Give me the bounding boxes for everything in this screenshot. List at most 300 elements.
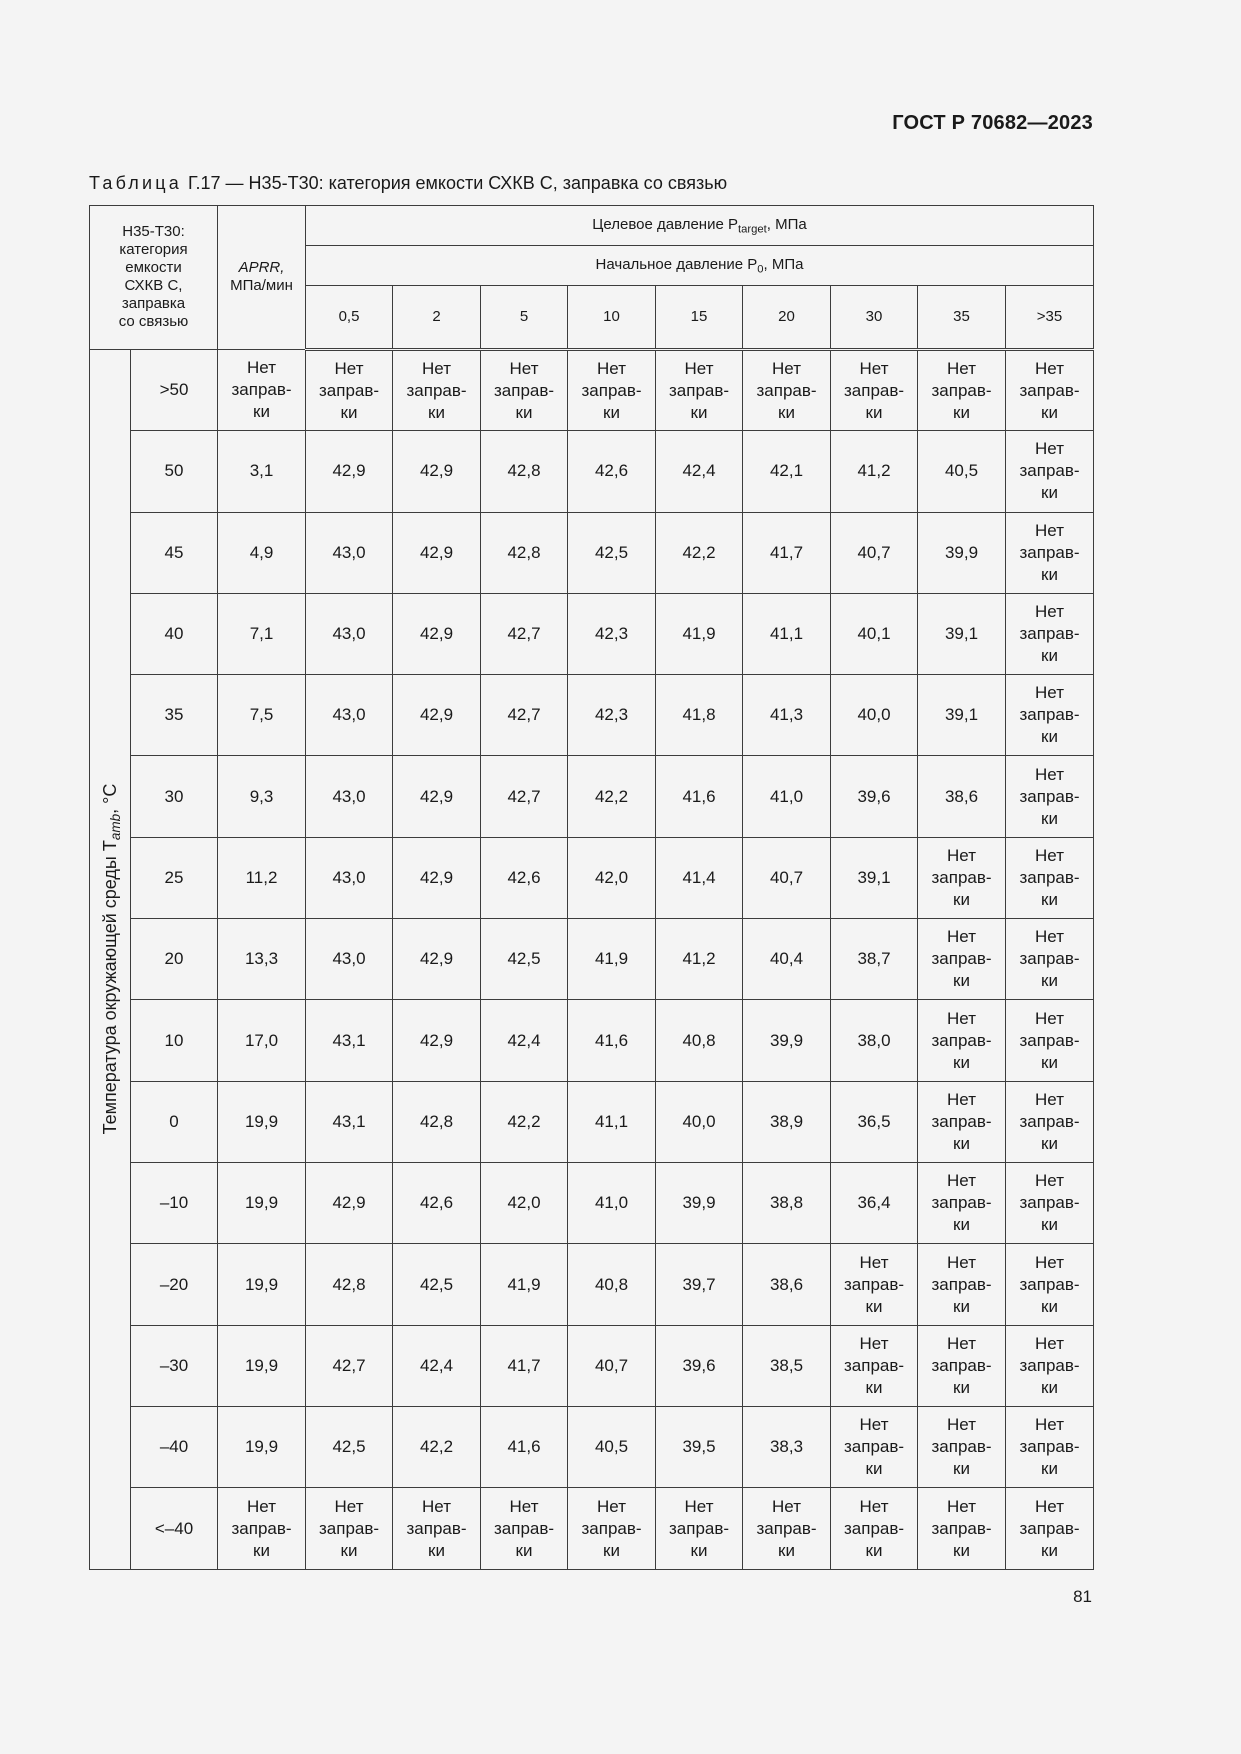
pressure-value-cell bbox=[1006, 1407, 1094, 1488]
pressure-value-cell: 42,4 bbox=[656, 431, 743, 512]
pressure-value-cell: 42,0 bbox=[481, 1163, 568, 1244]
no-refuel-text: ки bbox=[953, 1540, 970, 1560]
pressure-value-cell: 41,2 bbox=[656, 919, 743, 1000]
pressure-value-cell: 39,9 bbox=[918, 512, 1006, 593]
pressure-column-header: 5 bbox=[481, 285, 568, 349]
no-refuel-text: заправ- bbox=[1019, 867, 1080, 887]
no-refuel-text: Нет bbox=[1035, 1333, 1064, 1353]
no-refuel-text: заправ- bbox=[318, 380, 380, 400]
aprr-cell: 9,3 bbox=[218, 756, 306, 837]
pressure-value-cell bbox=[918, 1325, 1006, 1406]
table-row bbox=[90, 1163, 1094, 1244]
no-refuel-text: Нет bbox=[947, 1008, 976, 1028]
no-refuel-text: Нет bbox=[947, 1252, 976, 1272]
corner-header-line: категория bbox=[119, 241, 188, 259]
aprr-cell: 17,0 bbox=[218, 1000, 306, 1081]
no-refuel-text: Нет bbox=[1035, 1252, 1064, 1272]
no-refuel-text: Нет bbox=[509, 1496, 539, 1516]
no-refuel-text: заправ- bbox=[931, 1111, 992, 1131]
pressure-value-cell: 41,6 bbox=[568, 1000, 656, 1081]
pressure-value-cell bbox=[831, 349, 918, 430]
no-refuel-text: Нет bbox=[1035, 1008, 1064, 1028]
pressure-value-cell: 43,0 bbox=[306, 837, 393, 918]
no-refuel-text: Нет bbox=[859, 1333, 889, 1353]
pressure-value-cell: 42,9 bbox=[393, 431, 481, 512]
table-row bbox=[90, 1244, 1094, 1325]
pressure-value-cell: 38,6 bbox=[918, 756, 1006, 837]
no-refuel-text: заправ- bbox=[231, 380, 292, 399]
no-refuel-text: Нет bbox=[422, 358, 451, 378]
pressure-value-cell bbox=[568, 1488, 656, 1570]
pressure-value-cell: 42,9 bbox=[393, 837, 481, 918]
pressure-value-cell: 41,1 bbox=[568, 1081, 656, 1162]
pressure-value-cell: 40,8 bbox=[656, 1000, 743, 1081]
no-refuel-text: Нет bbox=[772, 358, 801, 378]
pressure-value-cell: 40,7 bbox=[568, 1325, 656, 1406]
pressure-value-cell bbox=[918, 1000, 1006, 1081]
target-pressure-suffix: , МПа bbox=[766, 216, 807, 234]
no-refuel-text: Нет bbox=[684, 358, 714, 378]
no-refuel-text: Нет bbox=[947, 1089, 976, 1109]
no-refuel-text: Нет bbox=[947, 927, 976, 947]
no-refuel-text: ки bbox=[1041, 564, 1058, 584]
corner-header-line: H35-T30: bbox=[122, 223, 185, 241]
table-row bbox=[90, 756, 1094, 837]
no-refuel-text: Нет bbox=[509, 358, 539, 378]
no-refuel-text: ки bbox=[953, 889, 970, 909]
pressure-value-cell bbox=[918, 1163, 1006, 1244]
no-refuel-text: заправ- bbox=[843, 1274, 905, 1294]
pressure-value-cell: 42,5 bbox=[393, 1244, 481, 1325]
no-refuel-text: Нет bbox=[422, 1496, 451, 1516]
pressure-value-cell: 39,6 bbox=[831, 756, 918, 837]
table-row bbox=[90, 431, 1094, 512]
pressure-value-cell: 43,0 bbox=[306, 675, 393, 756]
no-refuel-text: Нет bbox=[859, 1496, 889, 1516]
pressure-value-cell bbox=[1006, 1000, 1094, 1081]
pressure-value-cell: 43,0 bbox=[306, 756, 393, 837]
initial-pressure-header bbox=[306, 245, 1094, 285]
no-refuel-text: заправ- bbox=[1019, 705, 1080, 725]
pressure-value-cell: 39,9 bbox=[656, 1163, 743, 1244]
pressure-value-cell bbox=[918, 1407, 1006, 1488]
pressure-value-cell: 42,6 bbox=[568, 431, 656, 512]
no-refuel-text: ки bbox=[1041, 889, 1058, 909]
no-refuel-text: ки bbox=[865, 1459, 883, 1479]
no-refuel-text: ки bbox=[778, 1540, 795, 1560]
pressure-value-cell: 42,7 bbox=[481, 675, 568, 756]
pressure-value-cell bbox=[831, 1325, 918, 1406]
pressure-value-cell bbox=[918, 1244, 1006, 1325]
pressure-value-cell: 39,1 bbox=[918, 593, 1006, 674]
no-refuel-text: заправ- bbox=[1019, 786, 1080, 806]
pressure-value-cell: 42,3 bbox=[568, 675, 656, 756]
no-refuel-text: заправ- bbox=[1019, 1193, 1080, 1213]
no-refuel-text: ки bbox=[340, 1540, 358, 1560]
no-refuel-text: заправ- bbox=[581, 380, 642, 400]
no-refuel-text: заправ- bbox=[1019, 1030, 1080, 1050]
pressure-value-cell bbox=[918, 1488, 1006, 1570]
no-refuel-text: ки bbox=[603, 1540, 620, 1560]
temperature-cell: 50 bbox=[131, 431, 218, 512]
no-refuel-text: Нет bbox=[947, 358, 976, 378]
corner-header-line: со связью bbox=[118, 313, 189, 331]
pressure-column-header: 15 bbox=[656, 285, 743, 349]
no-refuel-text: ки bbox=[1041, 971, 1058, 991]
temperature-cell: 0 bbox=[131, 1081, 218, 1162]
pressure-value-cell: 43,0 bbox=[306, 512, 393, 593]
table-caption-text: Г.17 — H35-T30: категория емкости СХКВ С, заправка со связью bbox=[187, 173, 728, 193]
no-refuel-text: Нет bbox=[947, 1333, 976, 1353]
no-refuel-text: заправ- bbox=[406, 380, 467, 400]
no-refuel-text: ки bbox=[690, 1540, 708, 1560]
table-caption bbox=[89, 173, 727, 194]
pressure-value-cell: 42,4 bbox=[481, 1000, 568, 1081]
pressure-value-cell: 42,7 bbox=[481, 756, 568, 837]
no-refuel-text: Нет bbox=[1035, 683, 1064, 703]
no-refuel-text: Нет bbox=[334, 358, 364, 378]
pressure-value-cell: 42,8 bbox=[481, 512, 568, 593]
pressure-value-cell: 42,9 bbox=[393, 919, 481, 1000]
no-refuel-text: ки bbox=[1041, 727, 1058, 747]
temperature-cell: –40 bbox=[131, 1407, 218, 1488]
pressure-value-cell: 41,7 bbox=[743, 512, 831, 593]
target-pressure-prefix: Целевое давление P bbox=[592, 216, 738, 234]
corner-header-line: СХКВ С, bbox=[124, 277, 183, 295]
no-refuel-text: ки bbox=[953, 971, 970, 991]
temperature-cell: 40 bbox=[131, 593, 218, 674]
no-refuel-text: ки bbox=[1041, 402, 1058, 422]
no-refuel-text: Нет bbox=[859, 1415, 889, 1435]
pressure-column-header: 10 bbox=[568, 285, 656, 349]
pressure-value-cell: 42,7 bbox=[306, 1325, 393, 1406]
pressure-value-cell bbox=[656, 349, 743, 430]
pressure-value-cell: 43,1 bbox=[306, 1000, 393, 1081]
no-refuel-text: Нет bbox=[1035, 845, 1064, 865]
no-refuel-text: Нет bbox=[1035, 1089, 1064, 1109]
pressure-value-cell: 41,9 bbox=[568, 919, 656, 1000]
aprr-cell: 19,9 bbox=[218, 1163, 306, 1244]
pressure-column-header: 2 bbox=[393, 285, 481, 349]
pressure-value-cell bbox=[831, 1244, 918, 1325]
pressure-value-cell bbox=[1006, 349, 1094, 430]
pressure-value-cell: 41,0 bbox=[743, 756, 831, 837]
pressure-value-cell: 42,2 bbox=[568, 756, 656, 837]
pressure-value-cell: 38,9 bbox=[743, 1081, 831, 1162]
no-refuel-text: Нет bbox=[334, 1496, 364, 1516]
pressure-column-header: 20 bbox=[743, 285, 831, 349]
pressure-value-cell: 42,8 bbox=[306, 1244, 393, 1325]
no-refuel-text: заправ- bbox=[1019, 461, 1080, 481]
no-refuel-text: заправ- bbox=[931, 949, 992, 969]
no-refuel-text: Нет bbox=[684, 1496, 714, 1516]
pressure-value-cell bbox=[1006, 1163, 1094, 1244]
no-refuel-text: ки bbox=[253, 1540, 270, 1560]
pressure-value-cell: 40,1 bbox=[831, 593, 918, 674]
aprr-header-cell bbox=[218, 206, 306, 350]
pressure-value-cell: 42,7 bbox=[481, 593, 568, 674]
no-refuel-text: ки bbox=[1041, 1459, 1058, 1479]
pressure-value-cell bbox=[1006, 431, 1094, 512]
pressure-value-cell: 42,9 bbox=[393, 512, 481, 593]
no-refuel-text: ки bbox=[865, 1296, 883, 1316]
corner-header-line: заправка bbox=[121, 295, 186, 313]
pressure-value-cell: 42,5 bbox=[306, 1407, 393, 1488]
table-row bbox=[90, 512, 1094, 593]
no-refuel-text: заправ- bbox=[1019, 380, 1080, 400]
temperature-cell: 45 bbox=[131, 512, 218, 593]
aprr-cell: 11,2 bbox=[218, 837, 306, 918]
pressure-value-cell: 38,8 bbox=[743, 1163, 831, 1244]
no-refuel-text: заправ- bbox=[1019, 542, 1080, 562]
pressure-value-cell: 38,5 bbox=[743, 1325, 831, 1406]
pressure-value-cell bbox=[393, 1488, 481, 1570]
pressure-value-cell: 41,2 bbox=[831, 431, 918, 512]
temperature-cell: 10 bbox=[131, 1000, 218, 1081]
pressure-value-cell: 42,9 bbox=[393, 756, 481, 837]
pressure-value-cell bbox=[918, 349, 1006, 430]
pressure-value-cell: 40,7 bbox=[831, 512, 918, 593]
table-row bbox=[90, 349, 1094, 430]
no-refuel-text: заправ- bbox=[1019, 623, 1080, 643]
no-refuel-text: заправ- bbox=[931, 1030, 992, 1050]
no-refuel-text: заправ- bbox=[406, 1518, 467, 1538]
pressure-value-cell bbox=[1006, 675, 1094, 756]
temperature-cell: 20 bbox=[131, 919, 218, 1000]
pressure-column-header: 0,5 bbox=[306, 285, 393, 349]
table-row bbox=[90, 1000, 1094, 1081]
table-caption-word: Таблица bbox=[89, 173, 182, 193]
no-refuel-text: заправ- bbox=[493, 380, 555, 400]
aprr-cell: 7,5 bbox=[218, 675, 306, 756]
no-refuel-text: ки bbox=[253, 402, 270, 421]
no-refuel-text: ки bbox=[1041, 1377, 1058, 1397]
pressure-value-cell: 41,9 bbox=[656, 593, 743, 674]
table-row bbox=[90, 1488, 1094, 1570]
pressure-value-cell bbox=[831, 1488, 918, 1570]
document-code: ГОСТ Р 70682—2023 bbox=[892, 112, 1093, 134]
pressure-value-cell bbox=[918, 837, 1006, 918]
pressure-value-cell bbox=[1006, 512, 1094, 593]
pressure-value-cell bbox=[743, 349, 831, 430]
pressure-value-cell bbox=[1006, 756, 1094, 837]
no-refuel-text: ки bbox=[1041, 483, 1058, 503]
no-refuel-text: Нет bbox=[947, 1415, 976, 1435]
aprr-cell: 7,1 bbox=[218, 593, 306, 674]
table-row bbox=[90, 837, 1094, 918]
pressure-value-cell bbox=[1006, 1488, 1094, 1570]
pressure-value-cell bbox=[306, 1488, 393, 1570]
pressure-value-cell: 41,4 bbox=[656, 837, 743, 918]
table-row bbox=[90, 593, 1094, 674]
no-refuel-text: ки bbox=[953, 1459, 970, 1479]
pressure-value-cell: 38,6 bbox=[743, 1244, 831, 1325]
no-refuel-text: Нет bbox=[1035, 1415, 1064, 1435]
no-refuel-text: заправ- bbox=[931, 1437, 992, 1457]
pressure-value-cell: 43,1 bbox=[306, 1081, 393, 1162]
no-refuel-text: Нет bbox=[859, 1252, 889, 1272]
pressure-value-cell: 41,0 bbox=[568, 1163, 656, 1244]
no-refuel-text: ки bbox=[953, 1052, 970, 1072]
no-refuel-text: Нет bbox=[1035, 927, 1064, 947]
no-refuel-text: ки bbox=[953, 1377, 970, 1397]
pressure-value-cell bbox=[1006, 919, 1094, 1000]
ambient-temperature-sub: amb bbox=[108, 814, 124, 841]
no-refuel-text: Нет bbox=[1035, 520, 1064, 540]
aprr-cell: 3,1 bbox=[218, 431, 306, 512]
temperature-cell: 35 bbox=[131, 675, 218, 756]
pressure-value-cell bbox=[743, 1488, 831, 1570]
pressure-value-cell: 39,5 bbox=[656, 1407, 743, 1488]
pressure-value-cell: 42,9 bbox=[393, 675, 481, 756]
pressure-value-cell bbox=[831, 1407, 918, 1488]
pressure-value-cell bbox=[1006, 837, 1094, 918]
pressure-value-cell bbox=[1006, 1325, 1094, 1406]
pressure-value-cell: 41,7 bbox=[481, 1325, 568, 1406]
no-refuel-text: Нет bbox=[1035, 358, 1064, 378]
pressure-value-cell: 42,0 bbox=[568, 837, 656, 918]
no-refuel-text: заправ- bbox=[1019, 1274, 1080, 1294]
no-refuel-text: заправ- bbox=[931, 1518, 992, 1538]
pressure-value-cell: 40,7 bbox=[743, 837, 831, 918]
no-refuel-text: заправ- bbox=[843, 1518, 905, 1538]
no-refuel-text: заправ- bbox=[1019, 1355, 1080, 1375]
pressure-column-header: 30 bbox=[831, 285, 918, 349]
no-refuel-text: ки bbox=[1041, 1052, 1058, 1072]
no-refuel-text: ки bbox=[1041, 1133, 1058, 1153]
temperature-cell: <–40 bbox=[131, 1488, 218, 1570]
aprr-cell: 4,9 bbox=[218, 512, 306, 593]
aprr-cell: 19,9 bbox=[218, 1325, 306, 1406]
pressure-value-cell bbox=[918, 919, 1006, 1000]
no-refuel-text: заправ- bbox=[756, 1518, 817, 1538]
no-refuel-text: заправ- bbox=[1019, 1518, 1080, 1538]
table-row bbox=[90, 675, 1094, 756]
initial-pressure-suffix: , МПа bbox=[763, 256, 804, 274]
temperature-cell: >50 bbox=[131, 349, 218, 430]
no-refuel-text: Нет bbox=[1035, 439, 1064, 459]
ambient-temperature-prefix: Температура окружающей среды T bbox=[100, 840, 120, 1135]
no-refuel-text: заправ- bbox=[931, 1274, 992, 1294]
aprr-cell: 19,9 bbox=[218, 1081, 306, 1162]
no-refuel-text: заправ- bbox=[668, 1518, 730, 1538]
no-refuel-text: ки bbox=[778, 402, 795, 422]
pressure-value-cell: 40,5 bbox=[568, 1407, 656, 1488]
pressure-value-cell: 43,0 bbox=[306, 593, 393, 674]
pressure-value-cell: 42,9 bbox=[393, 593, 481, 674]
aprr-cell bbox=[218, 1488, 306, 1570]
no-refuel-text: ки bbox=[865, 1540, 883, 1560]
pressure-value-cell: 39,1 bbox=[831, 837, 918, 918]
pressure-column-header: >35 bbox=[1006, 285, 1094, 349]
pressure-value-cell: 42,6 bbox=[481, 837, 568, 918]
no-refuel-text: ки bbox=[953, 402, 970, 422]
no-refuel-text: Нет bbox=[597, 1496, 626, 1516]
pressure-value-cell: 43,0 bbox=[306, 919, 393, 1000]
no-refuel-text: Нет bbox=[947, 1171, 976, 1191]
no-refuel-text: Нет bbox=[1035, 1171, 1064, 1191]
no-refuel-text: заправ- bbox=[931, 867, 992, 887]
no-refuel-text: ки bbox=[603, 402, 620, 422]
pressure-value-cell bbox=[393, 349, 481, 430]
no-refuel-text: заправ- bbox=[493, 1518, 555, 1538]
no-refuel-text: ки bbox=[1041, 1540, 1058, 1560]
no-refuel-text: ки bbox=[865, 402, 883, 422]
no-refuel-text: заправ- bbox=[843, 1437, 905, 1457]
pressure-value-cell: 42,8 bbox=[393, 1081, 481, 1162]
no-refuel-text: заправ- bbox=[318, 1518, 380, 1538]
no-refuel-text: Нет bbox=[947, 1496, 976, 1516]
pressure-value-cell: 42,9 bbox=[393, 1000, 481, 1081]
table-row bbox=[90, 1325, 1094, 1406]
no-refuel-text: заправ- bbox=[931, 1193, 992, 1213]
initial-pressure-prefix: Начальное давление P bbox=[595, 256, 758, 274]
pressure-value-cell: 42,9 bbox=[306, 1163, 393, 1244]
pressure-value-cell: 42,3 bbox=[568, 593, 656, 674]
aprr-cell: 19,9 bbox=[218, 1244, 306, 1325]
pressure-value-cell: 41,3 bbox=[743, 675, 831, 756]
no-refuel-text: ки bbox=[515, 402, 533, 422]
aprr-cell: 13,3 bbox=[218, 919, 306, 1000]
table-row bbox=[90, 1407, 1094, 1488]
pressure-value-cell: 40,8 bbox=[568, 1244, 656, 1325]
corner-header-cell bbox=[90, 206, 218, 350]
pressure-value-cell: 42,2 bbox=[481, 1081, 568, 1162]
no-refuel-text: заправ- bbox=[843, 380, 905, 400]
pressure-value-cell: 40,0 bbox=[831, 675, 918, 756]
pressure-value-cell bbox=[656, 1488, 743, 1570]
no-refuel-text: Нет bbox=[1035, 764, 1064, 784]
pressure-value-cell: 40,4 bbox=[743, 919, 831, 1000]
ambient-temperature-label bbox=[99, 784, 124, 1135]
temperature-cell: –10 bbox=[131, 1163, 218, 1244]
pressure-value-cell: 38,7 bbox=[831, 919, 918, 1000]
pressure-value-cell: 42,4 bbox=[393, 1325, 481, 1406]
pressure-value-cell bbox=[481, 349, 568, 430]
target-pressure-header bbox=[306, 206, 1094, 246]
no-refuel-text: заправ- bbox=[1019, 1437, 1080, 1457]
target-pressure-sub: target bbox=[737, 223, 767, 236]
pressure-value-cell: 41,1 bbox=[743, 593, 831, 674]
pressure-value-cell: 38,0 bbox=[831, 1000, 918, 1081]
no-refuel-text: ки bbox=[340, 402, 358, 422]
temperature-cell: 25 bbox=[131, 837, 218, 918]
temperature-cell: –30 bbox=[131, 1325, 218, 1406]
initial-pressure-sub: 0 bbox=[757, 263, 764, 276]
no-refuel-text: заправ- bbox=[1019, 1111, 1080, 1131]
no-refuel-text: Нет bbox=[1035, 1496, 1064, 1516]
pressure-value-cell: 41,9 bbox=[481, 1244, 568, 1325]
no-refuel-text: Нет bbox=[947, 845, 976, 865]
ambient-temperature-suffix: , °C bbox=[100, 784, 120, 815]
no-refuel-text: заправ- bbox=[931, 1355, 992, 1375]
no-refuel-text: ки bbox=[1041, 645, 1058, 665]
no-refuel-text: заправ- bbox=[756, 380, 817, 400]
pressure-value-cell: 40,0 bbox=[656, 1081, 743, 1162]
pressure-value-cell bbox=[1006, 1081, 1094, 1162]
aprr-cell bbox=[218, 349, 306, 430]
pressure-value-cell bbox=[306, 349, 393, 430]
pressure-value-cell: 41,6 bbox=[481, 1407, 568, 1488]
pressure-value-cell: 41,6 bbox=[656, 756, 743, 837]
aprr-header-name: APRR, bbox=[238, 259, 285, 277]
ambient-temperature-label-cell bbox=[90, 349, 131, 1569]
no-refuel-text: Нет bbox=[1035, 601, 1064, 621]
no-refuel-text: ки bbox=[690, 402, 708, 422]
no-refuel-text: заправ- bbox=[668, 380, 730, 400]
aprr-header-unit: МПа/мин bbox=[230, 277, 293, 295]
table-row bbox=[90, 1081, 1094, 1162]
